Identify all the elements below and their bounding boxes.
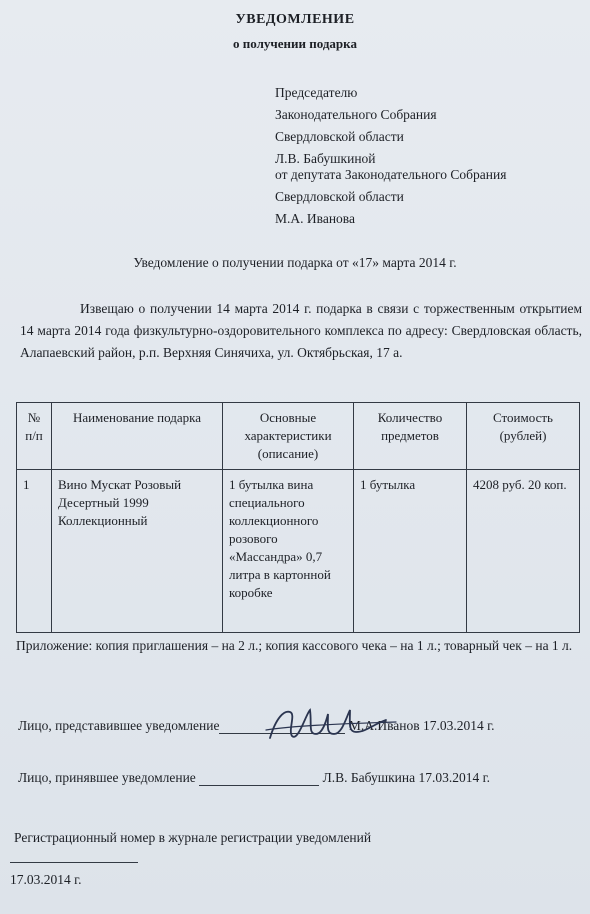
cell-number: 1	[17, 470, 52, 633]
registration-label: Регистрационный номер в журнале регистрации уведомлений	[14, 830, 372, 845]
attachment-note: Приложение: копия приглашения – на 2 л.; копия кассового чека – на 1 л.; товарный чек – на 1 л.	[16, 638, 573, 653]
header-cost: Стоимость (рублей)	[467, 403, 580, 470]
cell-description: 1 бутылка вина специального коллекционного розового «Массандра» 0,7 литра в картонной коробке	[223, 470, 354, 633]
addressee-block	[275, 82, 437, 170]
handwritten-signature	[262, 700, 402, 746]
registration-date: 17.03.2014 г.	[10, 872, 82, 887]
presented-by: М.А.Иванов 17.03.2014 г.	[348, 718, 495, 733]
registration-number-blank	[10, 862, 138, 863]
gift-table	[16, 402, 580, 633]
sender-line: от депутата Законодательного Собрания	[275, 167, 507, 182]
accepted-by: Л.В. Бабушкина 17.03.2014 г.	[322, 770, 490, 785]
addressee-line: Законодательного Собрания	[275, 107, 437, 122]
header-description: Основные характеристики (описание)	[223, 403, 354, 470]
document-subtitle: о получении подарка	[233, 36, 357, 51]
presented-label: Лицо, представившее уведомление	[18, 718, 220, 733]
notice-date-line: Уведомление о получении подарка от «17» марта 2014 г.	[133, 255, 457, 270]
sender-block	[275, 164, 506, 230]
addressee-line: Л.В. Бабушкиной	[275, 151, 376, 166]
addressee-line: Свердловской области	[275, 129, 404, 144]
notice-paragraph: Извещаю о получении 14 марта 2014 г. подарка в связи с торжественным открытием 14 марта 2014 года физкультурно-оздоровительного комплекса по адресу: Свердловская область, Алапаевский район, р.п. Верхняя Синячиха, ул. Октябрьская, 17 а.	[20, 301, 582, 360]
accepted-signature-line	[18, 770, 584, 786]
signature-blank	[199, 785, 319, 786]
addressee-line: Председателю	[275, 85, 358, 100]
sender-line: М.А. Иванова	[275, 211, 355, 226]
header-quantity: Количество предметов	[354, 403, 467, 470]
accepted-label: Лицо, принявшее уведомление	[18, 770, 196, 785]
table-row	[17, 470, 580, 633]
cell-quantity: 1 бутылка	[354, 470, 467, 633]
cell-cost: 4208 руб. 20 коп.	[467, 470, 580, 633]
header-number: № п/п	[17, 403, 52, 470]
cell-gift-name: Вино Мускат Розовый Десертный 1999 Коллекционный	[52, 470, 223, 633]
header-gift-name: Наименование подарка	[52, 403, 223, 470]
sender-line: Свердловской области	[275, 189, 404, 204]
document-title: УВЕДОМЛЕНИЕ	[235, 12, 355, 27]
table-header-row	[17, 403, 580, 470]
